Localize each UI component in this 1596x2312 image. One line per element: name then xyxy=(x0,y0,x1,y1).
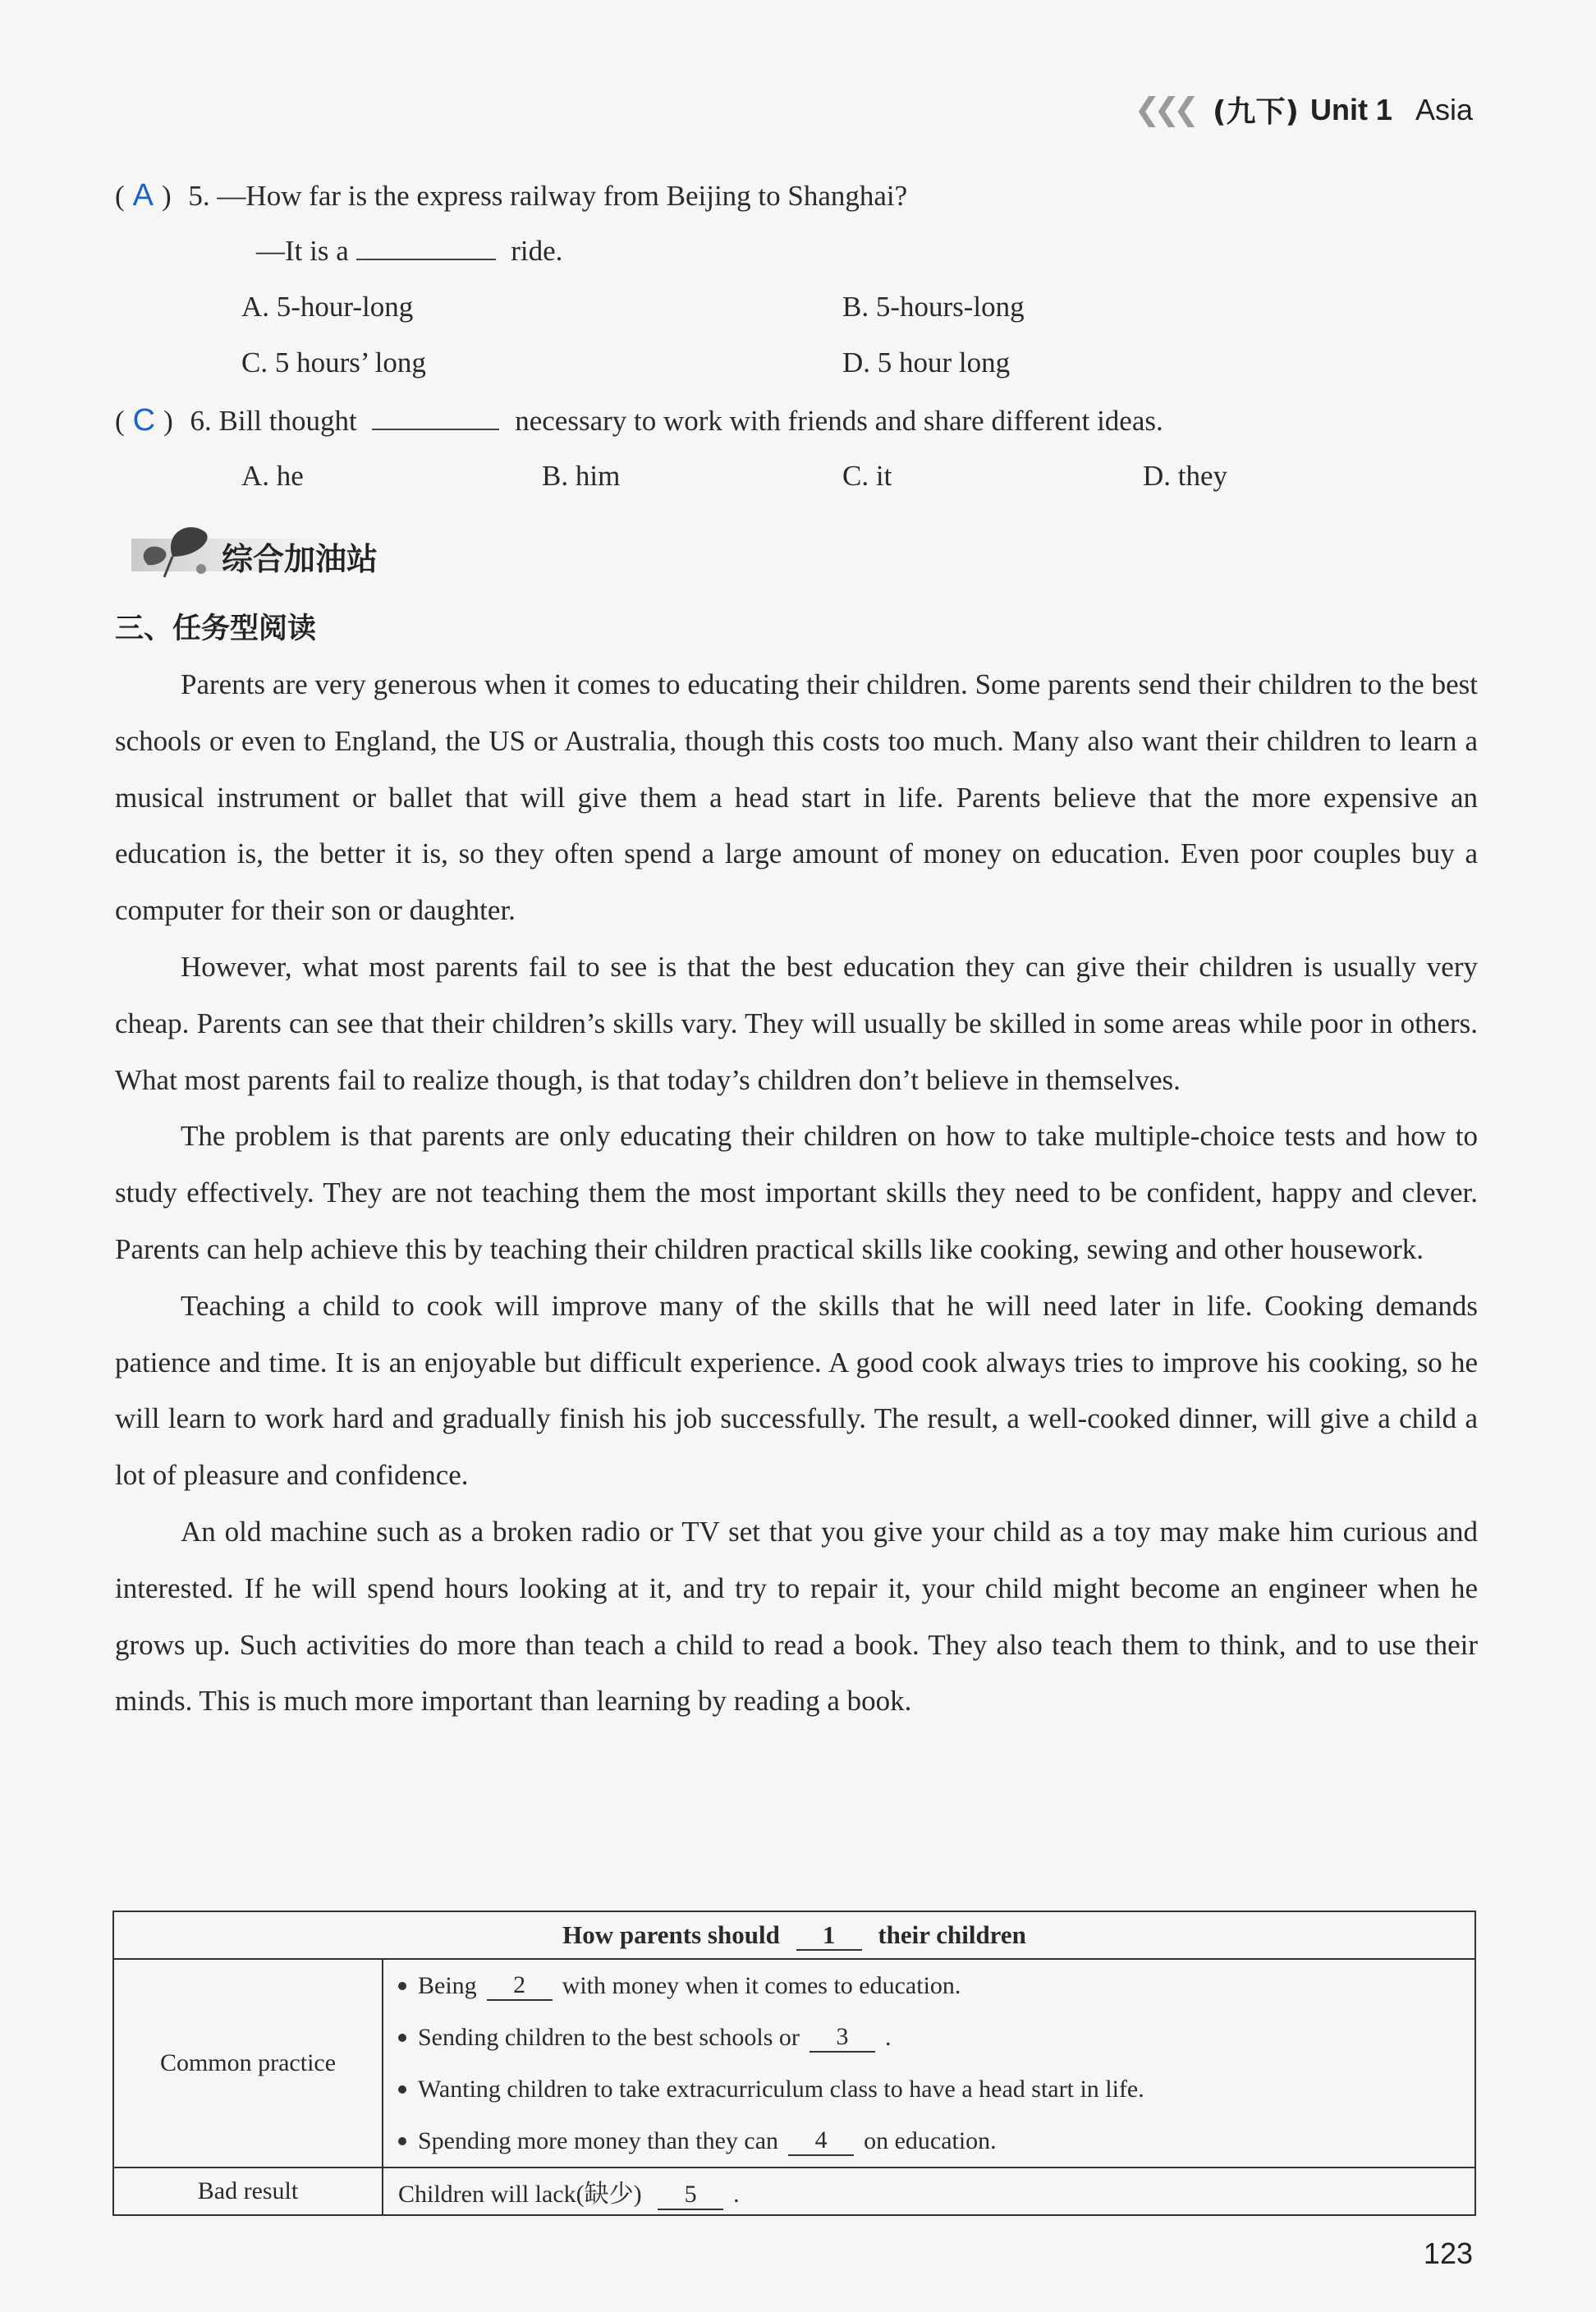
blank-5: 5 xyxy=(658,2181,723,2210)
option-b: B. 5-hours-long xyxy=(842,291,1025,323)
blank-2: 2 xyxy=(487,1971,553,2001)
list-item: Sending children to the best schools or 3 . xyxy=(398,2012,1460,2063)
blank-1: 1 xyxy=(796,1921,862,1951)
section-banner-title: 综合加油站 xyxy=(222,541,378,577)
paragraph: However, what most parents fail to see is that the best education they can give their children is usually very cheap. Parents can see that their children’s skills vary. They will usually be skilled in some areas while poor in others. What most parents fail to realize though, is that today’s children don’t believe in themselves. xyxy=(115,950,1478,1096)
paragraph: Parents are very generous when it comes to educating their children. Some parents send their children to the best schools or even to England, the US or Australia, though this costs too much. Many also want their children to learn a musical instrument or ballet that will give them a head start in life. Parents believe that the more expensive an education is, the better it is, so they often spend a large amount of money on education. Even poor couples buy a computer for their son or daughter. xyxy=(115,668,1478,927)
answer-5: A xyxy=(132,178,154,213)
bad-result-cell: Children will lack(缺少) 5 . xyxy=(383,2168,1475,2215)
row-label-bad-result: Bad result xyxy=(113,2168,383,2215)
unit-label: Unit 1 xyxy=(1309,92,1392,126)
grade-label: (九下) xyxy=(1213,95,1299,129)
list-item: Being 2 with money when it comes to education. xyxy=(398,1960,1460,2012)
bullet-icon xyxy=(398,1982,406,1990)
answer-blank xyxy=(372,404,499,430)
common-practice-list xyxy=(383,1959,1475,2168)
option-a: A. he xyxy=(241,460,304,492)
row-label-common-practice: Common practice xyxy=(113,1959,383,2168)
task-table xyxy=(112,1911,1476,2216)
bullet-icon xyxy=(398,2034,406,2042)
question-number: 6. xyxy=(190,405,212,437)
list-item: Wanting children to take extracurriculum class to have a head start in life. xyxy=(398,2063,1460,2115)
section-heading: 三、任务型阅读 xyxy=(115,612,317,645)
question-5: ( A ) 5. —How far is the express railway from Beijing to Shanghai? xyxy=(115,178,908,213)
option-b: B. him xyxy=(542,460,621,492)
bullet-icon xyxy=(398,2137,406,2145)
option-a: A. 5-hour-long xyxy=(241,291,414,323)
list-item: Spending more money than they can 4 on education. xyxy=(398,2115,1460,2167)
option-c: C. 5 hours’ long xyxy=(241,346,426,378)
question-6: ( C ) 6. Bill thought necessary to work with friends and share different ideas. xyxy=(115,403,1163,438)
chevrons-icon: ❮❮❮ xyxy=(1134,93,1194,127)
bullet-icon xyxy=(398,2085,406,2094)
question-number: 5. xyxy=(188,180,210,212)
option-c: C. it xyxy=(842,460,892,492)
table-title: How parents should 1 their children xyxy=(113,1911,1475,1959)
blank-4: 4 xyxy=(788,2126,854,2156)
page-header xyxy=(1135,89,1474,131)
answer-blank xyxy=(356,234,496,260)
question-prompt: —How far is the express railway from Beijing to Shanghai? xyxy=(217,180,908,212)
page-number: 123 xyxy=(1423,2236,1473,2270)
answer-6: C xyxy=(132,403,156,438)
option-d: D. 5 hour long xyxy=(842,346,1011,378)
paragraph: Teaching a child to cook will improve many of the skills that he will need later in life. Cooking demands patience and time. It is an enjoyable but difficult experience. A good cook always tries to improve his cooking, so he will learn to work hard and gradually finish his job successfully. The result, a well-cooked dinner, will give a child a lot of pleasure and confidence. xyxy=(115,1289,1478,1492)
blank-3: 3 xyxy=(809,2023,875,2053)
paragraph: An old machine such as a broken radio or TV set that you give your child as a toy may make him curious and interested. If he will spend hours looking at it, and try to repair it, your child might become an engineer when he grows up. Such activities do more than teach a child to read a book. They also teach them to think, and to use their minds. This is much more important than learning by reading a book. xyxy=(115,1515,1478,1718)
reading-passage xyxy=(115,657,1478,1730)
question-5-response: —It is a ride. xyxy=(256,235,563,267)
unit-topic: Asia xyxy=(1415,92,1473,126)
option-d: D. they xyxy=(1143,460,1228,492)
paragraph: The problem is that parents are only educating their children on how to take multiple-choice tests and how to study effectively. They are not teaching them the most important skills they need to be confident, happy and clever. Parents can help achieve this by teaching their children practical skills like cooking, sewing and other housework. xyxy=(115,1120,1478,1265)
